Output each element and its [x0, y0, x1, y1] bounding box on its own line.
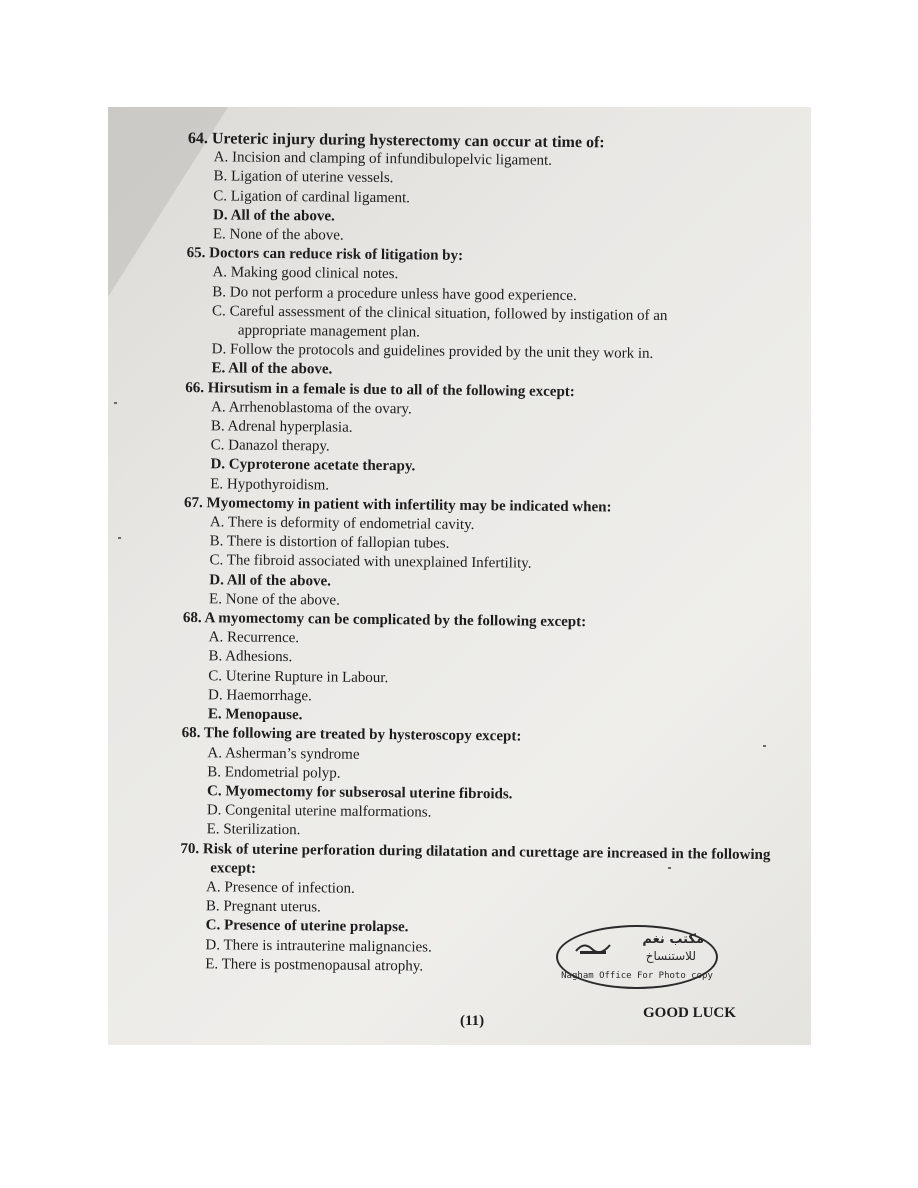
option-letter: E.: [207, 706, 222, 723]
option-text: Making good clinical notes.: [230, 264, 399, 283]
option-letter: A.: [212, 264, 228, 281]
option-letter: A.: [205, 879, 221, 896]
option-letter: D.: [209, 571, 224, 589]
option-letter: E.: [210, 475, 224, 493]
option-text: Presence of uterine prolapse.: [223, 917, 409, 936]
speck: [763, 745, 766, 747]
question-text: Ureteric injury during hysterectomy can occur at time of:: [211, 130, 605, 152]
option-text: Cyproterone acetate therapy.: [228, 456, 416, 475]
option-text: Endometrial polyp.: [224, 764, 341, 782]
option-text: Follow the protocols and guidelines provided by the unit they work in.: [229, 341, 654, 363]
option-text: All of the above.: [228, 360, 333, 378]
option-text: Careful assessment of the clinical situation, followed by instigation of an: [229, 303, 668, 324]
stamp-arabic-subtitle: للاستنساخ: [645, 949, 696, 963]
option-text: Recurrence.: [226, 629, 300, 647]
option-letter: C.: [210, 437, 225, 454]
option-text: None of the above.: [225, 591, 340, 609]
option-text: There is deformity of endometrial cavity.: [227, 514, 475, 534]
option-letter: C.: [212, 303, 226, 320]
question-text: Myomectomy in patient with infertility may be indicated when:: [206, 495, 612, 516]
question-text: A myomectomy can be complicated by the following except:: [204, 610, 587, 631]
question-number: 66.: [185, 379, 205, 396]
option-letter: B.: [209, 533, 224, 550]
closing-text: GOOD LUCK: [643, 1005, 736, 1021]
option-text: Ligation of uterine vessels.: [230, 168, 394, 187]
question-number: 67.: [184, 494, 203, 512]
speck: [118, 537, 121, 539]
stamp-arabic-title: مكتب نغم: [642, 932, 704, 947]
option-text: Adrenal hyperplasia.: [227, 418, 353, 436]
speck: [114, 402, 117, 404]
option-letter: A.: [209, 514, 225, 531]
option-letter: D.: [206, 802, 222, 819]
question-text: Hirsutism in a female is due to all of the following except:: [207, 379, 575, 400]
page-number: (11): [460, 1013, 485, 1029]
option-text: Uterine Rupture in Labour.: [225, 668, 389, 686]
option-letter: A.: [208, 629, 224, 646]
option-letter: E.: [211, 360, 226, 377]
option-text: Ligation of cardinal ligament.: [230, 188, 410, 206]
stamp-logo-icon: [574, 937, 612, 957]
option-letter: A.: [213, 149, 229, 166]
option-continuation: appropriate management plan.: [237, 322, 420, 341]
option-letter: C.: [213, 187, 228, 205]
question-7-stem: [180, 839, 790, 884]
office-stamp: [556, 925, 718, 989]
option-letter: B.: [213, 168, 228, 185]
option-text: Presence of infection.: [224, 879, 355, 897]
question-text: The following are treated by hysteroscopy except:: [203, 725, 522, 745]
option-text: Haemorrhage.: [226, 687, 312, 705]
question-number: 65.: [186, 245, 206, 262]
option-letter: C.: [209, 552, 224, 569]
option-letter: A.: [211, 399, 226, 416]
option-letter: D.: [207, 687, 223, 704]
option-letter: B.: [210, 418, 225, 435]
option-text: Asherman’s syndrome: [224, 744, 360, 763]
question-text: Risk of uterine perforation during dilatation and curettage are increased in the following except:: [202, 840, 771, 877]
option-text: All of the above.: [226, 572, 332, 590]
option-text: Pregnant uterus.: [223, 898, 321, 916]
page-photo: [108, 107, 811, 1045]
option-letter: D.: [210, 456, 226, 473]
option-text: All of the above.: [230, 207, 335, 225]
option-letter: D.: [205, 936, 221, 953]
question-number: 68.: [181, 725, 201, 742]
option-text: Arrhenoblastoma of the ovary.: [228, 399, 412, 418]
speck: [668, 867, 671, 869]
option-letter: A.: [207, 744, 223, 761]
option-text: Danazol therapy.: [228, 437, 330, 455]
option-text: There is distortion of fallopian tubes.: [226, 533, 450, 553]
question-text: Doctors can reduce risk of litigation by:: [209, 245, 464, 265]
option-text: There is postmenopausal atrophy.: [221, 956, 424, 975]
option-letter: C.: [206, 783, 222, 800]
option-text: Congenital uterine malformations.: [225, 802, 432, 821]
option-text: The fibroid associated with unexplained Infertility.: [226, 552, 532, 573]
option-letter: E.: [206, 821, 220, 838]
option-letter: B.: [207, 763, 222, 781]
question-number: 70.: [180, 840, 200, 857]
option-text: Sterilization.: [223, 821, 301, 839]
option-letter: B.: [212, 283, 227, 301]
option-letter: D.: [211, 341, 227, 358]
option-letter: E.: [208, 591, 223, 608]
option-letter: C.: [208, 667, 223, 685]
option-letter: B.: [208, 648, 223, 665]
stamp-english-text: Nagham Office For Photo copy: [561, 971, 713, 981]
question-number: 64.: [187, 129, 208, 148]
option-text: Adhesions.: [225, 648, 293, 666]
option-text: Incision and clamping of infundibulopelvic ligament.: [231, 149, 553, 170]
option-letter: E.: [212, 226, 226, 243]
option-text: There is intrauterine malignancies.: [223, 936, 432, 956]
option-text: Menopause.: [225, 706, 303, 724]
option-letter: B.: [205, 898, 220, 915]
option-text: Myomectomy for subserosal uterine fibroids.: [225, 783, 513, 803]
question-number: 68.: [182, 610, 202, 627]
exam-sheet: [179, 129, 798, 980]
option-text: Do not perform a procedure unless have good experience.: [229, 284, 577, 304]
option-letter: E.: [205, 955, 219, 973]
option-letter: C.: [205, 917, 221, 934]
option-letter: D.: [213, 207, 228, 224]
option-text: Hypothyroidism.: [226, 476, 330, 494]
option-text: None of the above.: [229, 226, 344, 244]
